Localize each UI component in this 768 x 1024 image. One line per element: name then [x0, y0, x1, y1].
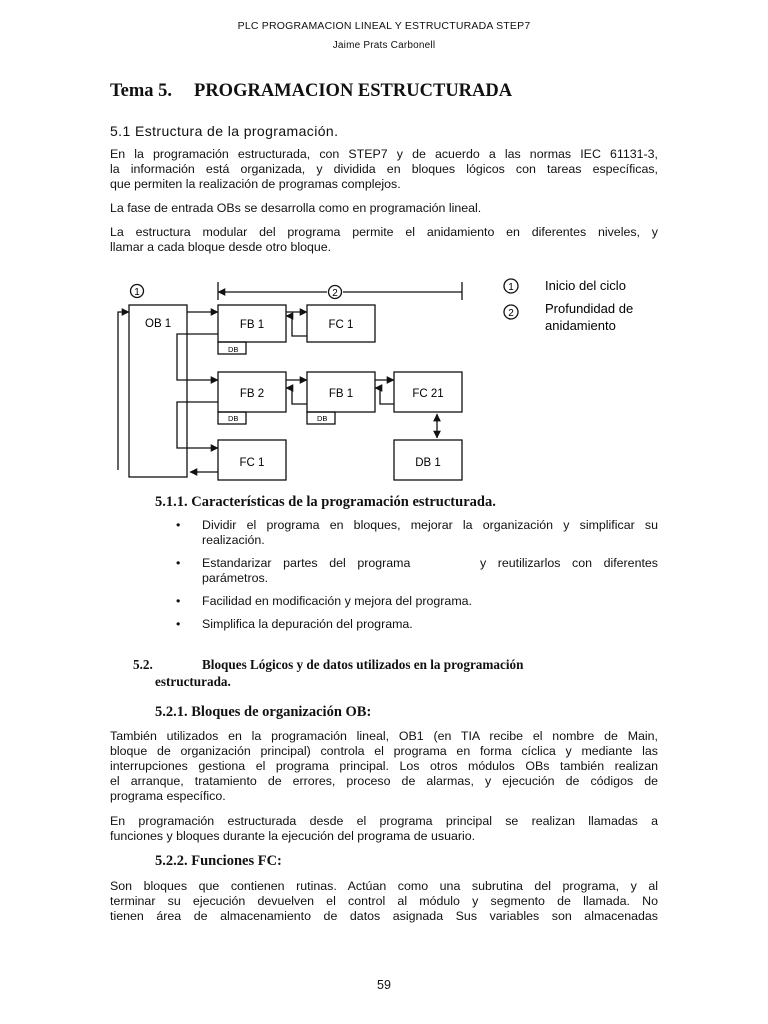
text-line: La estructura modular del programa permite el anidamiento en diferentes niveles, y [110, 225, 658, 239]
fc1-bottom-label: FC 1 [239, 457, 265, 469]
section-5-2-number: 5.2. [133, 657, 153, 672]
marker-label-2: 2 [332, 288, 338, 299]
section-5-1-heading: 5.1 Estructura de la programación. [110, 123, 339, 139]
fb1-top-db-label: DB [228, 345, 239, 354]
list-item [176, 594, 658, 609]
text-line: bloque de organización principal) controla el programa en forma cíclica y mediante las [110, 744, 658, 758]
list-item [176, 518, 658, 548]
call-arrow-ob1-fc1 [177, 402, 218, 448]
text-line: También utilizados en la programación lineal, OB1 (en TIA recibe el nombre de Main, [110, 729, 658, 743]
fc1-top-label: FC 1 [328, 319, 354, 331]
return-arrow-fb1-fb2 [286, 388, 307, 404]
page-number: 59 [377, 978, 391, 992]
text-line: llamar a cada bloque desde otro bloque. [110, 240, 332, 254]
section-5-2-title-line-1: Bloques Lógicos y de datos utilizados en la programación [202, 657, 524, 672]
list-item [176, 556, 658, 586]
text-line: • Estandarizar partes del programa y reutilizarlos con diferentes [202, 556, 658, 570]
running-header-author: Jaime Prats Carbonell [332, 40, 436, 51]
section-5-2-title-line-2: estructurada. [155, 674, 231, 689]
text-line: el arranque, tratamiento de errores, proceso de alarmas, y ejecución de códigos de [110, 774, 658, 788]
characteristics-list [176, 518, 658, 640]
text-line: • Simplifica la depuración del programa. [202, 617, 413, 631]
marker-label-1: 1 [134, 287, 140, 298]
ob1-box [129, 305, 187, 477]
legend-marker-2: 2 [508, 308, 514, 319]
legend-marker-1: 1 [508, 282, 514, 293]
running-header-title: PLC PROGRAMACION LINEAL Y ESTRUCTURADA STEP7 [237, 20, 531, 32]
text-line: En programación estructurada desde el programa principal se realizan llamadas a [110, 814, 658, 828]
list-item [176, 617, 658, 632]
section-5-1-1-heading: 5.1.1. Características de la programación estructurada. [155, 494, 496, 510]
text-line: Son bloques que contienen rutinas. Actúan como una subrutina del programa, y al [110, 879, 658, 893]
ob1-label: OB 1 [145, 318, 172, 330]
text-line: la información está organizada, y dividida en bloques lógicos con tareas específicas, [110, 162, 658, 176]
legend-text-2a: Profundidad de [545, 301, 634, 316]
legend-text-2b: anidamiento [545, 318, 616, 333]
section-5-2-1-paragraph-2 [110, 814, 658, 844]
section-5-2-1-paragraph-1 [110, 729, 658, 804]
return-arrow-fc1-fb1 [286, 316, 307, 336]
section-5-2-2-heading: 5.2.2. Funciones FC: [155, 853, 282, 869]
text-line: programa específico. [110, 789, 226, 803]
text-line: tienen área de almacenamiento de datos asignada Sus variables son almacenadas [110, 909, 658, 923]
text-line: terminar su ejecución devuelven el control al módulo y segmento de llamada. No [110, 894, 658, 908]
fb1-mid-db-label: DB [317, 414, 328, 423]
legend-text-1: Inicio del ciclo [545, 278, 626, 293]
return-arrow-fc21-fb1 [375, 388, 394, 404]
text-line: funciones y bloques durante la ejecución del programa de usuario. [110, 829, 476, 843]
db1-label: DB 1 [415, 457, 441, 469]
text-line: • Dividir el programa en bloques, mejorar la organización y simplificar su [202, 518, 658, 532]
fb2-label: FB 2 [239, 388, 265, 400]
section-5-1-paragraph-2: La fase de entrada OBs se desarrolla como en programación lineal. [110, 201, 482, 215]
call-arrow-ob1-fb2 [177, 334, 218, 380]
text-line: realización. [202, 533, 265, 547]
text-line: interrupciones gestiona el programa principal. Los otros módulos OBs también realizan [110, 759, 658, 773]
text-line: • Facilidad en modificación y mejora del programa. [202, 594, 472, 608]
fb1-mid-label: FB 1 [328, 388, 354, 400]
text-line: En la programación estructurada, con STEP7 y de acuerdo a las normas IEC 61131-3, [110, 147, 658, 161]
fb2-db-label: DB [228, 414, 239, 423]
chapter-number: Tema 5. [110, 81, 173, 101]
fb1-top-label: FB 1 [239, 319, 265, 331]
chapter-title: PROGRAMACION ESTRUCTURADA [194, 81, 513, 101]
section-5-2-1-heading: 5.2.1. Bloques de organización OB: [155, 704, 372, 720]
text-line: que permiten la realización de programas complejos. [110, 177, 401, 191]
section-5-2-2-paragraph-1 [110, 879, 658, 924]
text-line: parámetros. [202, 571, 269, 585]
cycle-start-arrow [118, 312, 129, 470]
fc21-label: FC 21 [412, 388, 444, 400]
